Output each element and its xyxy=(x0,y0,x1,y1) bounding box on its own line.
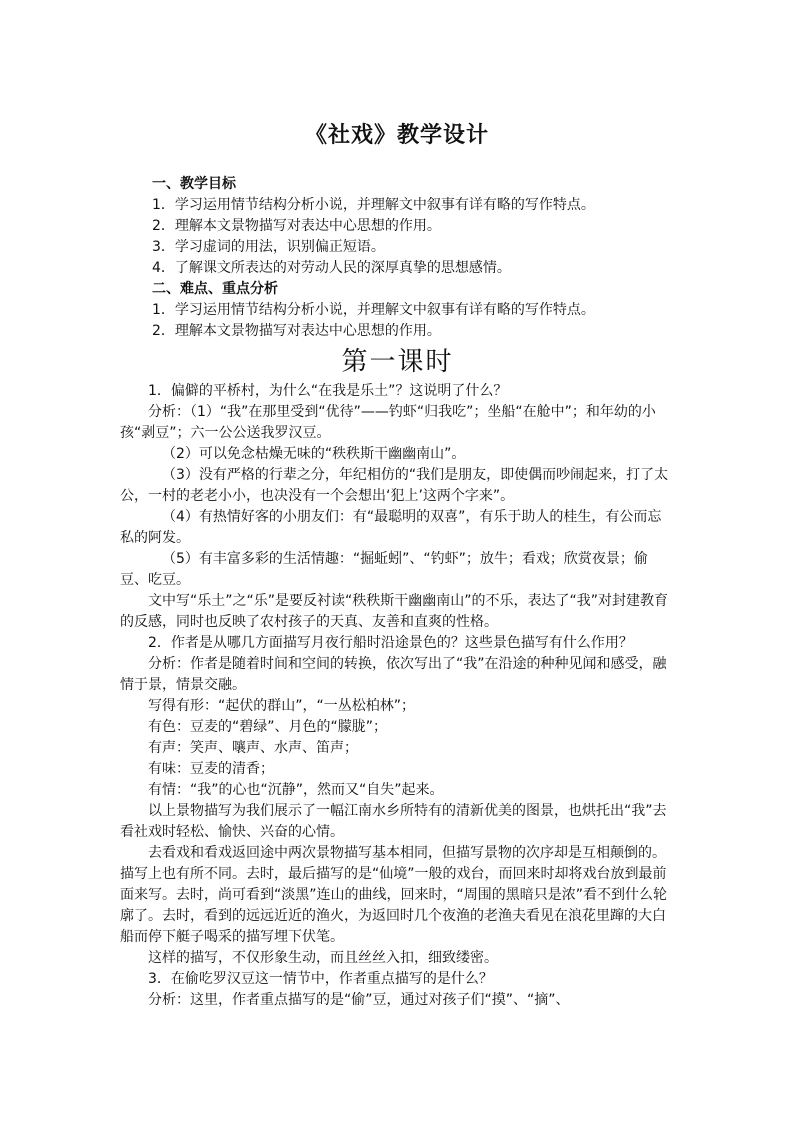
goal-item: 2．理解本文景物描写对表达中心思想的作用。 xyxy=(152,218,441,234)
question-paragraph: 1．偏僻的平桥村，为什么“在我是乐土”？这说明了什么？ xyxy=(148,383,508,399)
goal-item: 3．学习虚词的用法，识别偏正短语。 xyxy=(152,239,385,255)
body-paragraph: 去看戏和看戏返回途中两次景物描写基本相同，但描写景物的次序却是互相颠倒的。描写上也有所不同。去时，最后描写的是“仙境”一般的戏台，而回来时却将戏台放到最前面来写。去时，尚可看到“淡黑”连山的曲线，回来时，“周围的黑暗只是浓”看不到什么轮廓了。去时，看到的远远近近的渔火，为返回时几个夜渔的老渔夫看见在浪花里蹿的大白船而停下艇子喝采的描写埋下伏笔。 xyxy=(120,845,668,945)
analysis-paragraph: （3）没有严格的行辈之分，年纪相仿的“我们是朋友，即使偶而吵闹起来，打了太公，一村的老老小小，也决没有一个会想出‘犯上’这两个字来”。 xyxy=(120,467,669,504)
question-paragraph: 3．在偷吃罗汉豆这一情节中，作者重点描写的是什么？ xyxy=(148,971,493,987)
lesson-title: 第一课时 xyxy=(341,347,454,377)
body-paragraph: 有情：“我”的心也“沉静”，然而又“自失”起来。 xyxy=(148,782,444,798)
section-heading-goals: 一、教学目标 xyxy=(152,176,236,192)
key-point-item: 1．学习运用情节结构分析小说，并理解文中叙事有详有略的写作特点。 xyxy=(152,302,595,318)
analysis-paragraph: 分析：（1）“我”在那里受到“优待”——钓虾“归我吃”；坐船“在舱中”；和年幼的小孩“剥豆”；六一公公送我罗汉豆。 xyxy=(120,404,656,441)
analysis-paragraph: （2）可以免念枯燥无味的“秩秩斯干幽幽南山”。 xyxy=(162,446,466,462)
body-paragraph: 有味：豆麦的清香； xyxy=(148,761,274,777)
analysis-paragraph: 分析：作者是随着时间和空间的转换，依次写出了“我”在沿途的种种见闻和感受，融情于景，情景交融。 xyxy=(120,656,667,693)
analysis-paragraph: （5）有丰富多彩的生活情趣：“掘蚯蚓”、“钓虾”；放牛；看戏；欣赏夜景；偷豆、吃豆。 xyxy=(120,551,648,588)
body-paragraph: 以上景物描写为我们展示了一幅江南水乡所特有的清新优美的图景，也烘托出“我”去看社戏时轻松、愉快、兴奋的心情。 xyxy=(120,803,667,840)
analysis-paragraph: 分析：这里，作者重点描写的是“偷”豆，通过对孩子们“摸”、“摘”、 xyxy=(148,992,570,1008)
document-body xyxy=(120,174,675,1011)
question-paragraph: 2．作者是从哪几方面描写月夜行船时沿途景色的？这些景色描写有什么作用？ xyxy=(148,635,633,651)
body-paragraph: 有声：笑声、嚷声、水声、笛声； xyxy=(148,740,358,756)
body-paragraph: 写得有形：“起伏的群山”，“一丛松柏林”； xyxy=(148,698,416,714)
body-paragraph: 有色：豆麦的“碧绿”、月色的“朦胧”； xyxy=(148,719,388,735)
goal-item: 4．了解课文所表达的对劳动人民的深厚真挚的思想感情。 xyxy=(152,260,511,276)
document-title: 《社戏》教学设计 xyxy=(304,123,489,148)
analysis-paragraph: （4）有热情好客的小朋友们：有“最聪明的双喜”，有乐于助人的桂生，有公而忘私的阿发。 xyxy=(120,509,662,546)
body-paragraph: 这样的描写，不仅形象生动，而且丝丝入扣，细致缕密。 xyxy=(148,950,498,966)
goal-item: 1．学习运用情节结构分析小说，并理解文中叙事有详有略的写作特点。 xyxy=(152,197,595,213)
section-heading-key-points: 二、难点、重点分析 xyxy=(152,281,278,297)
body-paragraph: 文中写“乐土”之“乐”是要反衬读“秩秩斯干幽幽南山”的不乐，表达了“我”对封建教育的反感，同时也反映了农村孩子的天真、友善和直爽的性格。 xyxy=(120,593,669,630)
key-point-item: 2．理解本文景物描写对表达中心思想的作用。 xyxy=(152,323,441,339)
